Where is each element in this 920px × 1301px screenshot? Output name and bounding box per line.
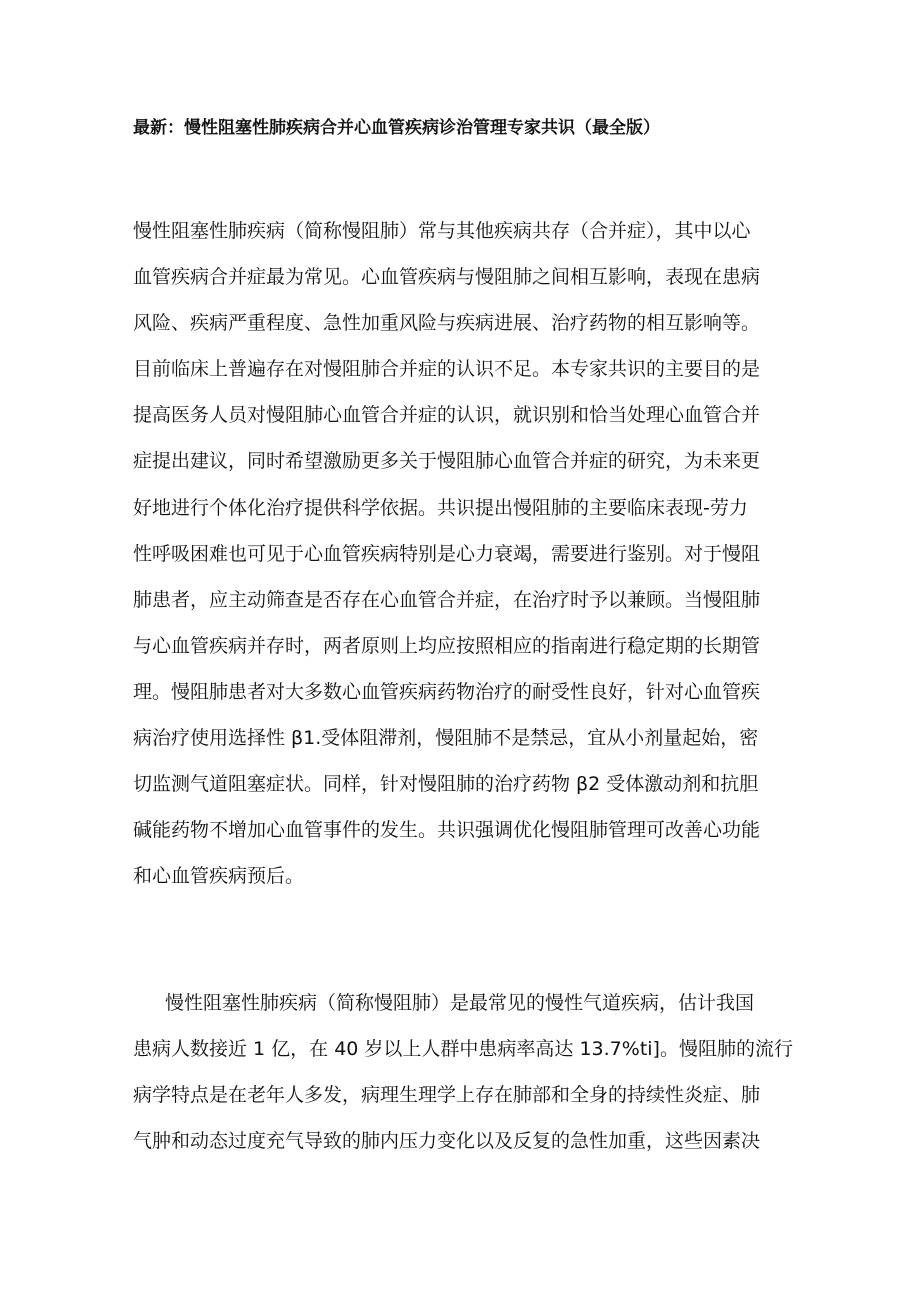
paragraph-line: 血管疾病合并症最为常见。心血管疾病与慢阻肺之间相互影响，表现在患病 [133, 266, 761, 289]
paragraph-line: 病治疗使用选择性 β1.受体阻滞剂，慢阻肺不是禁忌，宜从小剂量起始，密 [133, 727, 759, 750]
paragraph-line: 性呼吸困难也可见于心血管疾病特别是心力衰竭，需要进行鉴别。对于慢阻 [133, 542, 761, 565]
paragraph-line: 提高医务人员对慢阻肺心血管合并症的认识，就识别和恰当处理心血管合并 [133, 404, 761, 427]
paragraph-line: 与心血管疾病并存时，两者原则上均应按照相应的指南进行稳定期的长期管 [133, 634, 761, 657]
paragraph-line: 风险、疾病严重程度、急性加重风险与疾病进展、治疗药物的相互影响等。 [133, 312, 761, 335]
paragraph-line: 和心血管疾病预后。 [133, 865, 305, 888]
paragraph-line: 理。慢阻肺患者对大多数心血管疾病药物治疗的耐受性良好，针对心血管疾 [133, 680, 761, 703]
paragraph-line: 症提出建议，同时希望激励更多关于慢阻肺心血管合并症的研究，为未来更 [133, 450, 761, 473]
paragraph-line: 目前临床上普遍存在对慢阻肺合并症的认识不足。本专家共识的主要目的是 [133, 358, 761, 381]
paragraph-line: 气肿和动态过度充气导致的肺内压力变化以及反复的急性加重，这些因素决 [133, 1130, 761, 1153]
paragraph-line: 碱能药物不增加心血管事件的发生。共识强调优化慢阻肺管理可改善心功能 [133, 819, 761, 842]
body-paragraph [133, 989, 797, 1173]
paragraph-line: 好地进行个体化治疗提供科学依据。共识提出慢阻肺的主要临床表现-劳力 [133, 496, 748, 519]
summary-paragraph [133, 217, 797, 908]
paragraph-line: 病学特点是在老年人多发，病理生理学上存在肺部和全身的持续性炎症、肺 [133, 1084, 761, 1107]
paragraph-line: 肺患者，应主动筛查是否存在心血管合并症，在治疗时予以兼顾。当慢阻肺 [133, 588, 761, 611]
paragraph-line: 慢性阻塞性肺疾病（简称慢阻肺）是最常见的慢性气道疾病，估计我国 [165, 992, 755, 1014]
paragraph-line: 患病人数接近 1 亿，在 40 岁以上人群中患病率高达 13.7%ti]。慢阻肺的流行 [133, 1038, 793, 1061]
paragraph-line: 切监测气道阻塞症状。同样，针对慢阻肺的治疗药物 β2 受体激动剂和抗胆 [133, 773, 759, 796]
document-title: 最新：慢性阻塞性肺疾病合并心血管疾病诊治管理专家共识（最全版） [133, 118, 660, 138]
paragraph-line: 慢性阻塞性肺疾病（简称慢阻肺）常与其他疾病共存（合并症），其中以心 [133, 220, 751, 242]
